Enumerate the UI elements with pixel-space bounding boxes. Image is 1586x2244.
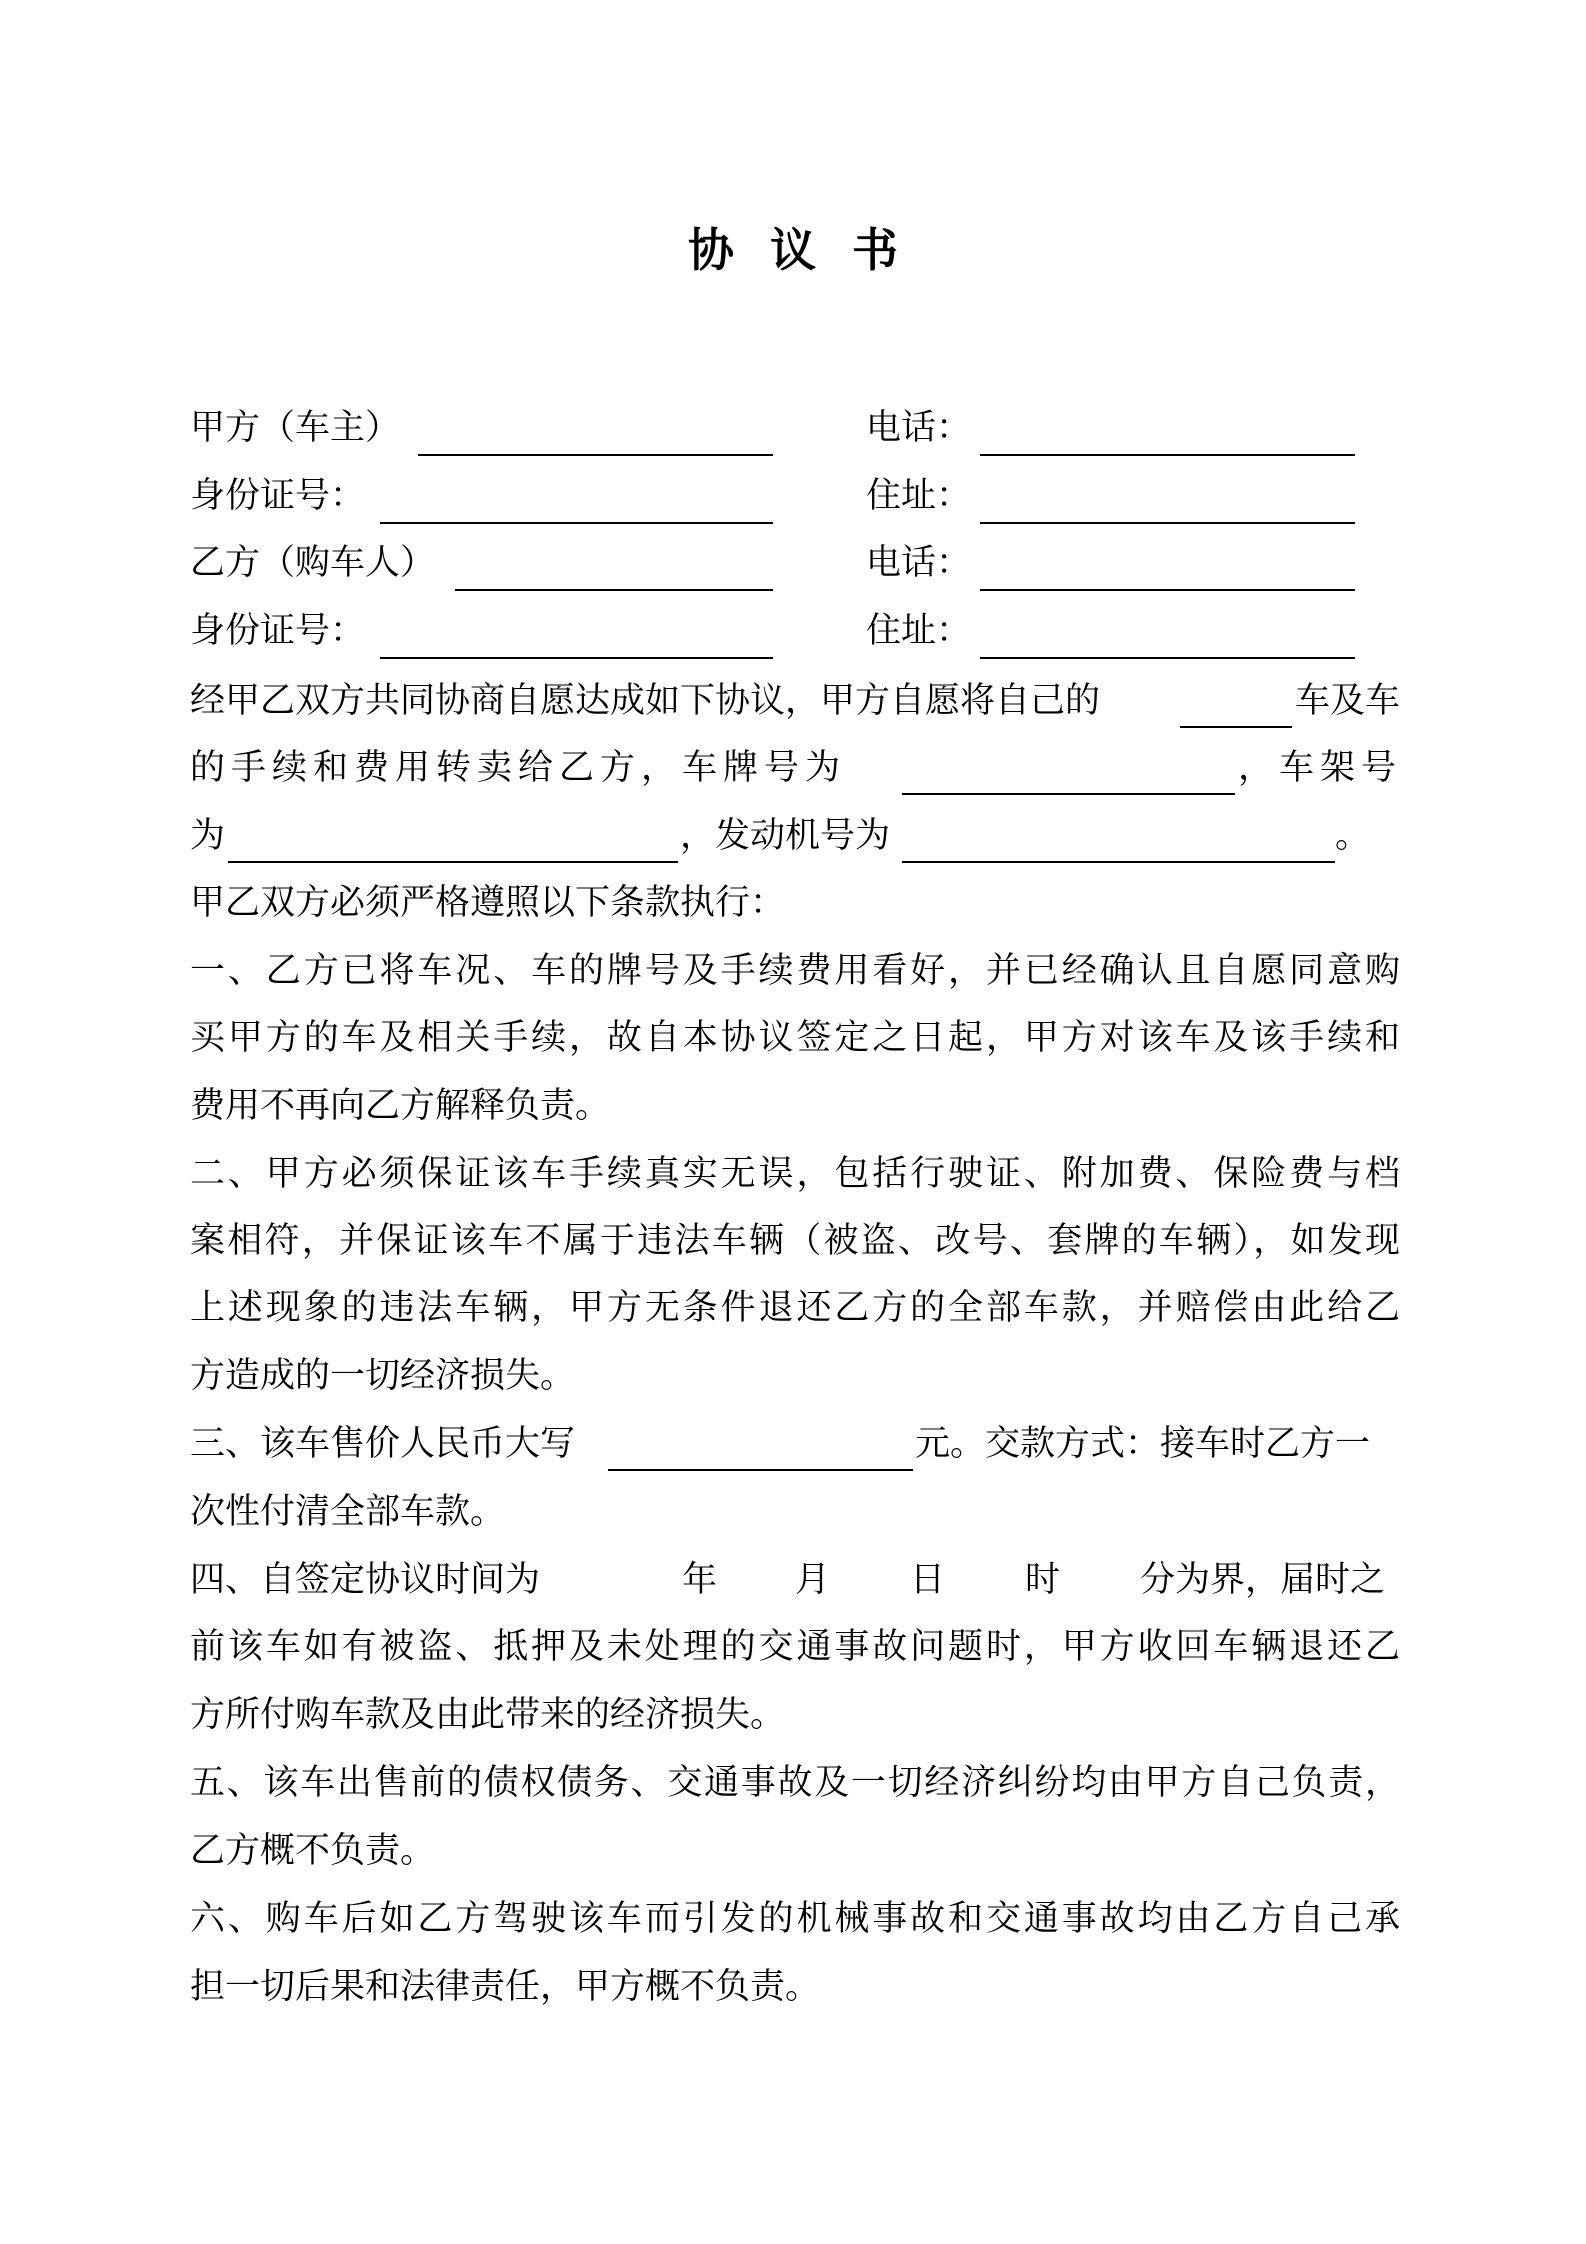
party-a-address-field[interactable] [980, 522, 1355, 524]
clause-4-year: 年 [682, 1560, 718, 1600]
party-a-phone-label: 电话： [866, 408, 972, 448]
clause-3-line-1a: 三、该车售价人民币大写 [190, 1424, 576, 1464]
clause-1-line-3: 费用不再向乙方解释负责。 [190, 1086, 611, 1126]
party-b-address-label: 住址： [866, 611, 972, 651]
clause-4-month: 月 [795, 1560, 831, 1600]
party-b-phone-field[interactable] [980, 589, 1355, 591]
intro-line-1b: 车及车 [1295, 681, 1401, 721]
party-a-phone-field[interactable] [980, 454, 1355, 456]
clause-1-line-2: 买甲方的车及相关手续，故自本协议签定之日起，甲方对该车及该手续和 [190, 1018, 1400, 1058]
intro-line-3c: 。 [1335, 816, 1371, 856]
clause-2-line-4: 方造成的一切经济损失。 [190, 1356, 576, 1396]
clause-4-day: 日 [910, 1560, 946, 1600]
clause-3-line-1b: 元。交款方式：接车时乙方一 [915, 1424, 1371, 1464]
clause-1-line-1: 一、乙方已将车况、车的牌号及手续费用看好，并已经确认且自愿同意购 [190, 951, 1400, 991]
intro-line-3b: ，发动机号为 [680, 816, 891, 856]
clause-2-line-1: 二、甲方必须保证该车手续真实无误，包括行驶证、附加费、保险费与档 [190, 1154, 1400, 1194]
intro-line-1a: 经甲乙双方共同协商自愿达成如下协议，甲方自愿将自己的 [190, 681, 1101, 721]
intro-line-4: 甲乙双方必须严格遵照以下条款执行： [190, 883, 786, 923]
party-b-address-field[interactable] [980, 657, 1355, 659]
clause-5-line-1: 五、该车出售前的债权债务、交通事故及一切经济纠纷均由甲方自己负责， [190, 1763, 1400, 1803]
intro-line-2b: ，车架号 [1238, 748, 1403, 788]
party-a-id-field[interactable] [380, 522, 773, 524]
clause-3-line-2: 次性付清全部车款。 [190, 1492, 506, 1532]
plate-number-field[interactable] [902, 793, 1235, 795]
intro-line-2a: 的手续和费用转卖给乙方，车牌号为 [190, 748, 847, 788]
clause-2-line-2: 案相符，并保证该车不属于违法车辆（被盗、改号、套牌的车辆），如发现 [190, 1221, 1400, 1261]
clause-4-line-1a: 四、自签定协议时间为 [190, 1560, 541, 1600]
party-b-name-field[interactable] [455, 589, 773, 591]
price-field[interactable] [608, 1469, 913, 1471]
frame-number-field[interactable] [228, 861, 678, 863]
clause-6-line-2: 担一切后果和法律责任，甲方概不负责。 [190, 1967, 821, 2007]
clause-4-line-3: 方所付购车款及由此带来的经济损失。 [190, 1695, 786, 1735]
party-a-name-field[interactable] [418, 454, 773, 456]
car-type-field[interactable] [1180, 726, 1292, 728]
clause-5-line-2: 乙方概不负责。 [190, 1831, 436, 1871]
party-a-label: 甲方（车主） [190, 408, 401, 448]
clause-2-line-3: 上述现象的违法车辆，甲方无条件退还乙方的全部车款，并赔偿由此给乙 [190, 1288, 1400, 1328]
clause-4-line-1b: 分为界，届时之 [1140, 1560, 1386, 1600]
party-a-id-label: 身份证号： [190, 476, 366, 516]
engine-number-field[interactable] [902, 861, 1335, 863]
clause-4-hour: 时 [1025, 1560, 1061, 1600]
title-char: 协 [688, 223, 734, 277]
party-b-id-field[interactable] [380, 657, 773, 659]
party-a-address-label: 住址： [866, 476, 972, 516]
party-b-id-label: 身份证号： [190, 611, 366, 651]
clause-4-line-2: 前该车如有被盗、抵押及未处理的交通事故问题时，甲方收回车辆退还乙 [190, 1627, 1400, 1667]
party-b-phone-label: 电话： [866, 543, 972, 583]
title-char: 书 [852, 223, 898, 277]
party-b-label: 乙方（购车人） [190, 543, 436, 583]
intro-line-3a: 为 [190, 816, 226, 856]
clause-6-line-1: 六、购车后如乙方驾驶该车而引发的机械事故和交通事故均由乙方自己承 [190, 1899, 1400, 1939]
document-title [0, 222, 1586, 278]
title-char: 议 [770, 223, 816, 277]
